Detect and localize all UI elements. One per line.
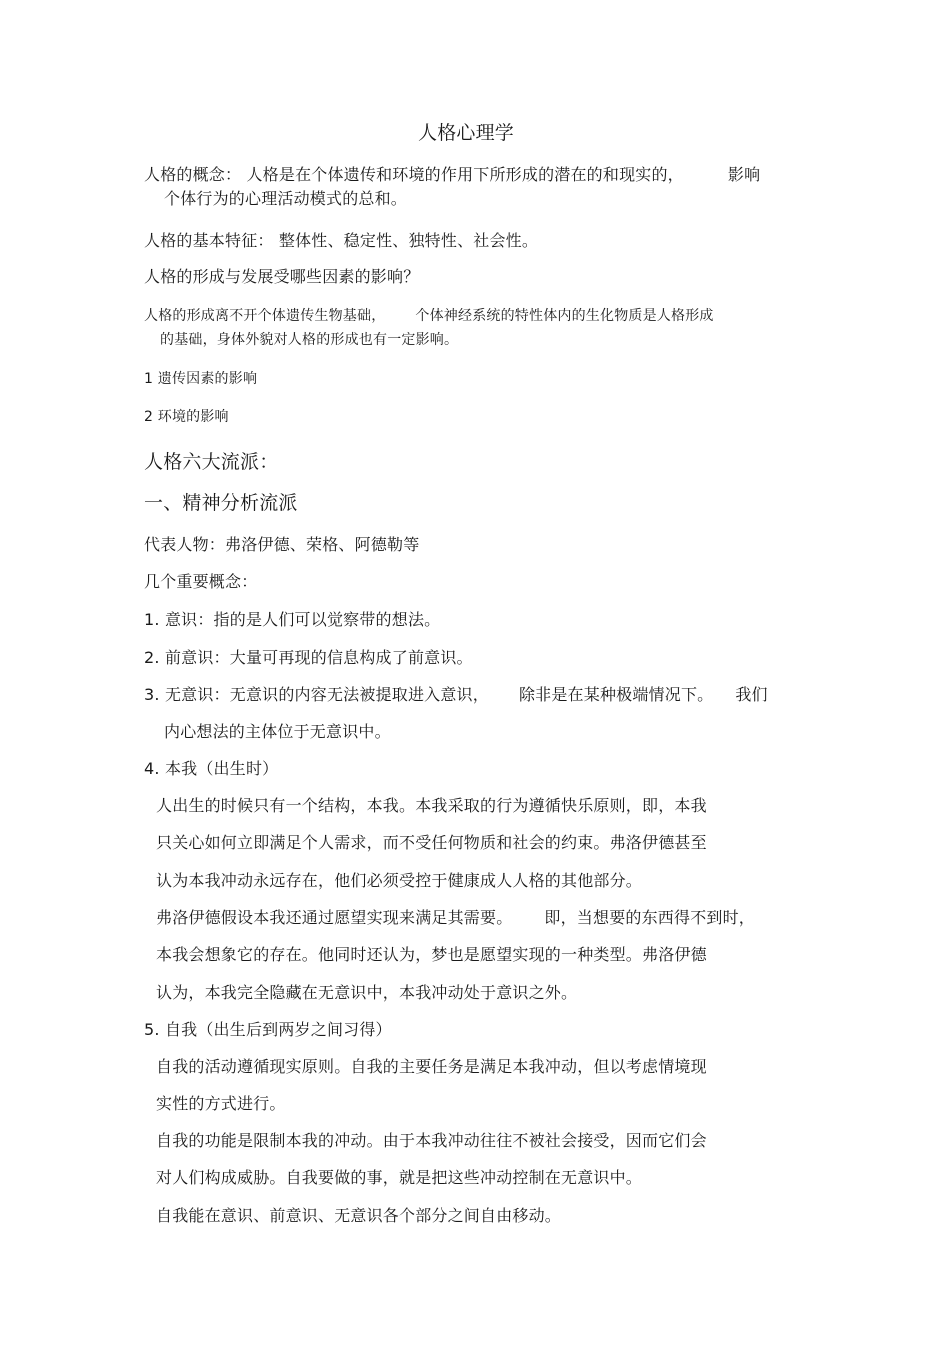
- school-1-heading: 一、精神分析流派: [144, 492, 298, 514]
- item-3-text: 3. 无意识：无意识的内容无法被提取进入意识，: [144, 685, 489, 704]
- item-3-text-tail: 我们: [735, 685, 768, 704]
- id-paragraph-line: 本我会想象它的存在。他同时还认为，梦也是愿望实现的一种类型。弗洛伊德: [156, 945, 707, 964]
- id-paragraph-line: 只关心如何立即满足个人需求，而不受任何物质和社会的约束。弗洛伊德甚至: [156, 833, 707, 852]
- concept-item-1: 1. 意识：指的是人们可以觉察带的想法。: [144, 610, 441, 629]
- id-paragraph-line: 认为，本我完全隐藏在无意识中，本我冲动处于意识之外。: [156, 983, 578, 1002]
- id-paragraph-line: 人出生的时候只有一个结构，本我。本我采取的行为遵循快乐原则，即，本我: [156, 796, 707, 815]
- page-title: 人格心理学: [418, 122, 515, 144]
- concept-item-5-heading: 5. 自我（出生后到两岁之间习得）: [144, 1020, 392, 1039]
- concept-line-1: [144, 165, 760, 185]
- ego-paragraph-line: 自我能在意识、前意识、无意识各个部分之间自由移动。: [156, 1206, 562, 1225]
- formation-line-1: [144, 307, 714, 325]
- concept-item-3-line-1: [144, 685, 768, 705]
- id-paragraph-2-line-1: [156, 908, 755, 928]
- factor-item-1: 1 遗传因素的影响: [144, 371, 258, 387]
- ego-paragraph-line: 实性的方式进行。: [156, 1094, 286, 1113]
- formation-line-2: 的基础，身体外貌对人格的形成也有一定影响。: [160, 332, 459, 348]
- concept-item-4-heading: 4. 本我（出生时）: [144, 759, 279, 778]
- formation-text: 人格的形成离不开个体遗传生物基础，: [144, 308, 386, 324]
- concept-item-3-line-2: 内心想法的主体位于无意识中。: [164, 722, 391, 741]
- concept-line-2: 个体行为的心理活动模式的总和。: [164, 189, 408, 208]
- features-line: 人格的基本特征： 整体性、稳定性、独特性、社会性。: [144, 231, 539, 250]
- ego-paragraph-line: 自我的活动遵循现实原则。自我的主要任务是满足本我冲动，但以考虑情境现: [156, 1057, 707, 1076]
- ego-paragraph-line: 对人们构成威胁。自我要做的事，就是把这些冲动控制在无意识中。: [156, 1168, 643, 1187]
- id-paragraph-text-cont: 即，当想要的东西得不到时，: [544, 908, 756, 927]
- concept-text: 人格的概念： 人格是在个体遗传和环境的作用下所形成的潜在的和现实的，: [144, 165, 684, 184]
- factor-item-2: 2 环境的影响: [144, 409, 229, 425]
- key-concepts-label: 几个重要概念：: [144, 572, 258, 591]
- representatives-line: 代表人物：弗洛伊德、荣格、阿德勒等: [144, 535, 420, 554]
- item-3-text-cont: 除非是在某种极端情况下。: [518, 685, 714, 704]
- schools-heading: 人格六大流派：: [144, 451, 279, 473]
- id-paragraph-line: 认为本我冲动永远存在，他们必须受控于健康成人人格的其他部分。: [156, 871, 643, 890]
- ego-paragraph-line: 自我的功能是限制本我的冲动。由于本我冲动往往不被社会接受，因而它们会: [156, 1131, 707, 1150]
- id-paragraph-text: 弗洛伊德假设本我还通过愿望实现来满足其需要。: [156, 908, 513, 927]
- factors-question: 人格的形成与发展受哪些因素的影响？: [144, 267, 420, 286]
- concept-item-2: 2. 前意识：大量可再现的信息构成了前意识。: [144, 648, 473, 667]
- formation-text-cont: 个体神经系统的特性体内的生化物质是人格形成: [415, 308, 714, 324]
- concept-text-tail: 影响: [727, 165, 761, 184]
